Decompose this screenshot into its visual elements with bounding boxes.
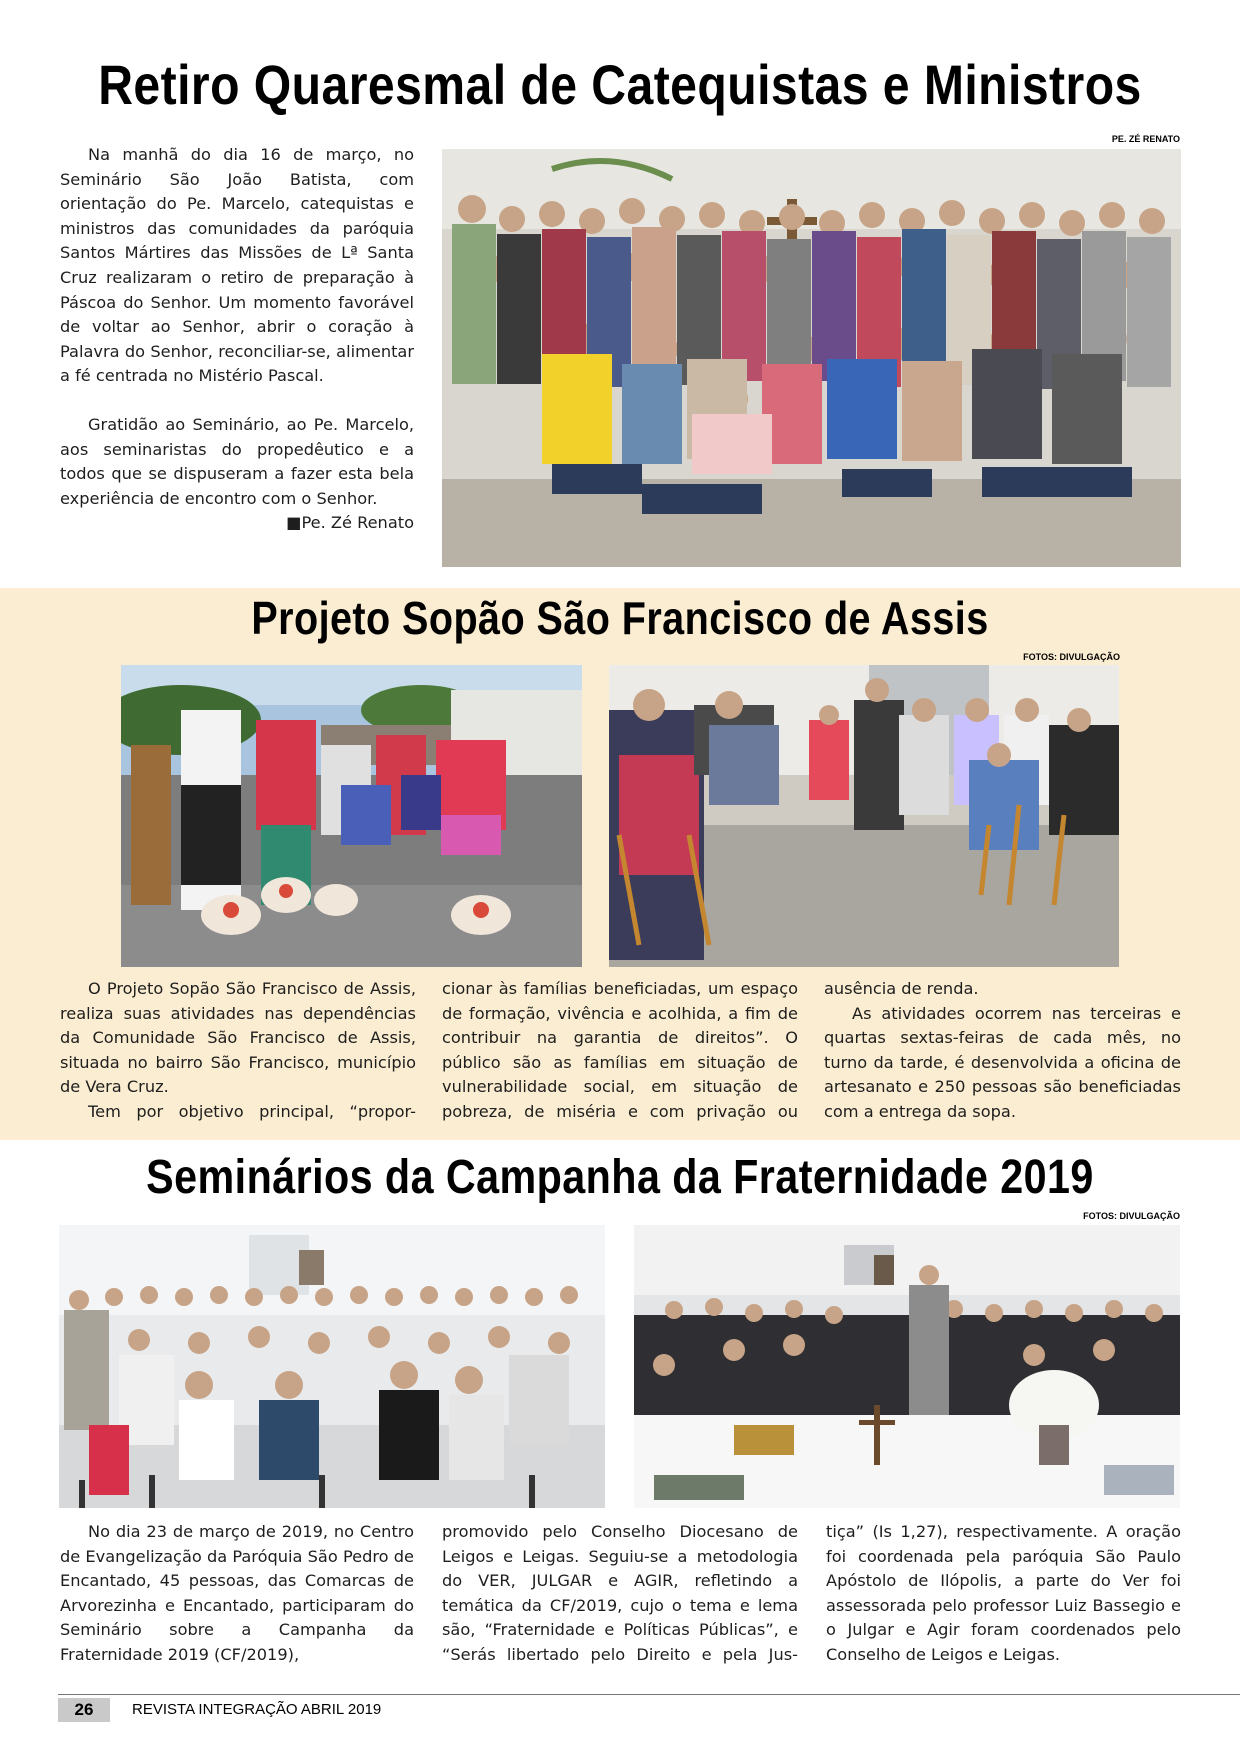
article1-photo-credit: PE. ZÉ RENATO: [1111, 134, 1180, 144]
article1-title: Retiro Quaresmal de Catequistas e Ministros: [98, 53, 1142, 116]
article1-paragraph: Gratidão ao Seminário, ao Pe. Marcelo, aos seminaristas do propedêutico e a todos que se dispuseram a fazer esta bela experiência de encontro com o Senhor.: [60, 414, 414, 508]
sopao-photo-workshop: [609, 665, 1119, 967]
article2-paragraph: ausência de renda.: [824, 979, 979, 998]
article3-column-2: [442, 1520, 798, 1668]
article1-text: [60, 143, 414, 536]
article2-photo-credit: FOTOS: DIVULGAÇÃO: [1023, 652, 1120, 662]
footer-rule: [58, 1694, 1240, 1695]
retreat-group-photo: [442, 149, 1181, 567]
article3-column-3: [826, 1520, 1181, 1668]
magazine-footer: REVISTA INTEGRAÇÃO ABRIL 2019: [132, 1701, 382, 1718]
article2-paragraph: O Projeto Sopão São Francisco de Assis, realiza suas atividades nas dependências da Comunidade São Francisco de Assis, situada no bairro São Francisco, município de Vera Cruz.: [60, 979, 416, 1097]
article2-paragraph: As atividades ocorrem nas terceiras e quartas sextas-feiras de cada mês, no turno da tarde, é desenvolvida a oficina de artesanato e 250 pessoas são beneficiadas com a entrega da sopa.: [824, 1003, 1181, 1121]
article3-paragraph: No dia 23 de março de 2019, no Centro de Evangelização da Paróquia São Pedro de Encantado, 45 pessoas, das Comarcas de Arvorezinha e Encantado, participaram do Seminário sobre a Campanha da Fraternidade 2019 (CF/2019),: [60, 1522, 414, 1664]
seminar-photo-speaker: [634, 1225, 1180, 1508]
seminar-photo-audience: [59, 1225, 605, 1508]
article2-paragraph: Tem por objetivo principal, “propor-: [88, 1101, 416, 1121]
article3-photo-credit: FOTOS: DIVULGAÇÃO: [1083, 1211, 1180, 1221]
article2-column-1: [60, 977, 416, 1125]
article3-title: Seminários da Campanha da Fraternidade 2019: [146, 1151, 1094, 1204]
article2-column-2: [442, 977, 798, 1125]
sopao-photo-families: [121, 665, 582, 967]
article3-paragraph: promovido pelo Conselho Diocesano de Leigos e Leigas. Seguiu-se a metodologia do VER, JULGAR e AGIR, refletindo a temática da CF/2019, cujo o tema e lema são, “Fraternidade e Políticas Públicas”, e “Serás libertado pelo Direito e pela Jus-: [442, 1522, 798, 1664]
article2-title: Projeto Sopão São Francisco de Assis: [251, 592, 989, 644]
article1-paragraph: Na manhã do dia 16 de março, no Seminário São João Batista, com orientação do Pe. Marcelo, catequistas e ministros das comunidades da paróquia Santos Mártires das Missões de Lª Santa Cruz realizaram o retiro de preparação à Páscoa do Senhor. Um momento favorável de voltar ao Senhor, abrir o coração à Palavra do Senhor, reconciliar-se, alimentar a fé centrada no Mistério Pascal.: [60, 145, 414, 386]
article1-signature: ■Pe. Zé Renato: [286, 513, 414, 533]
article3-column-1: [60, 1520, 414, 1668]
article2-column-3: [824, 977, 1181, 1125]
article2-paragraph: cionar às famílias beneficiadas, um espaço de formação, vivência e acolhida, a fim de contribuir na garantia de direitos”. O público são as famílias em situação de vulnerabilidade social, em situação de pobreza, de miséria e com privação ou: [442, 979, 798, 1121]
page-number: 26: [58, 1698, 110, 1722]
article3-paragraph: tiça” (Is 1,27), respectivamente. A oração foi coordenada pela paróquia São Paulo Apóstolo de Ilópolis, a parte do Ver foi assessorada pelo professor Luiz Bassegio e o Julgar e Agir foram coordenados pelo Conselho de Leigos e Leigas.: [826, 1522, 1181, 1664]
